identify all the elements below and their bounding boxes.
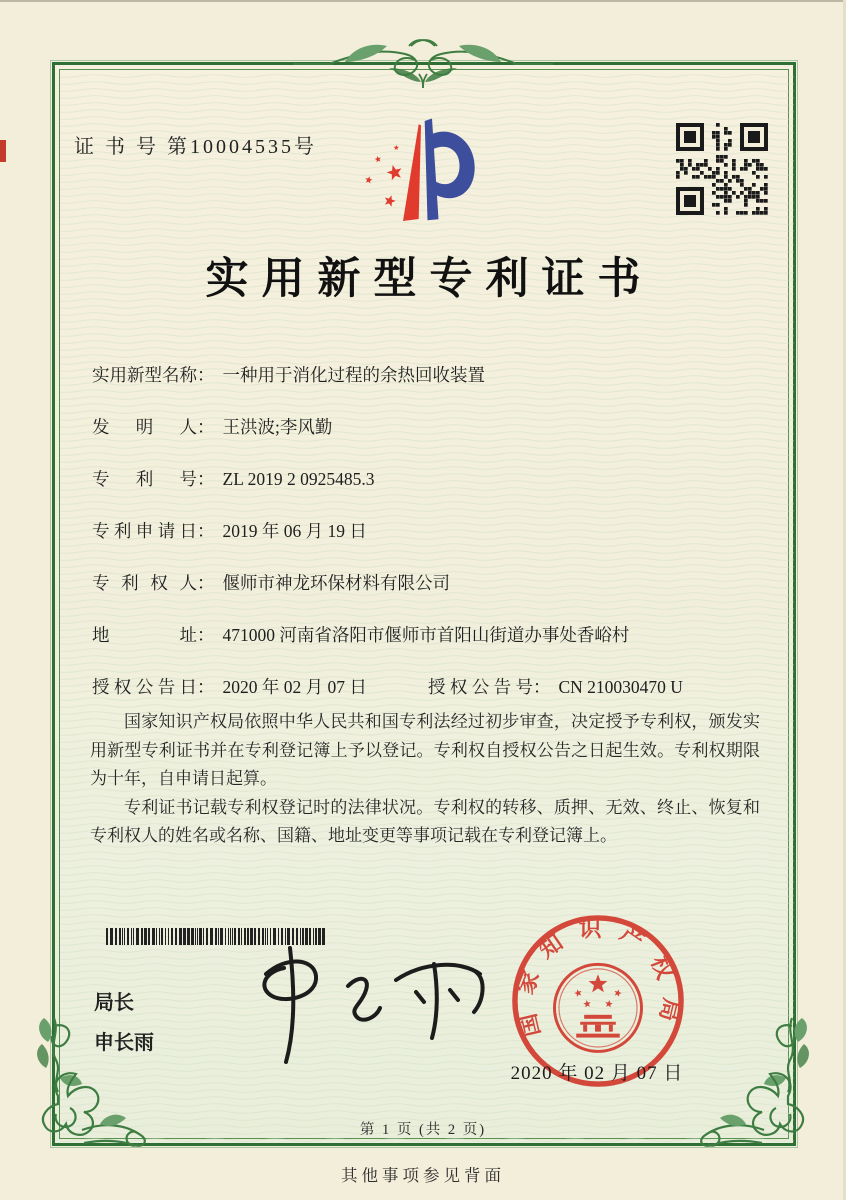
footer-note: 其他事项参见背面 (341, 1166, 505, 1185)
scan-edge (0, 0, 846, 2)
seal-national-emblem (554, 964, 641, 1051)
page-number: 第 1 页 (共 2 页) (359, 1122, 487, 1138)
field-label: 专利权人 (92, 573, 197, 593)
cnipa-logo-icon (356, 110, 481, 228)
field-colon: ： (197, 625, 215, 645)
field-value: 2019 年 06 月 19 日 (222, 521, 367, 541)
field-value: 王洪波;李风勤 (222, 417, 333, 437)
field-label: 专利申请日 (92, 521, 197, 541)
field-colon: ： (533, 677, 551, 697)
field-list (92, 362, 772, 726)
field-colon: ： (197, 469, 215, 489)
field-label: 发明人 (92, 417, 197, 437)
legal-paragraph: 国家知识产权局依照中华人民共和国专利法经过初步审查，决定授予专利权，颁发实用新型专利证书并在专利登记簿上予以登记。专利权自授权公告之日起生效。专利权期限为十年，自申请日起算。 (90, 712, 760, 788)
field-colon: ： (197, 573, 215, 593)
field-row (92, 466, 772, 518)
field-label: 授权公告号 (428, 677, 533, 697)
field-label: 实用新型名称 (92, 365, 197, 385)
field-colon: ： (197, 417, 215, 437)
officer-name: 申长雨 (94, 1032, 154, 1054)
field-row (92, 362, 772, 414)
field-row (92, 518, 772, 570)
legal-paragraph: 专利证书记载专利权登记时的法律状况。专利权的转移、质押、无效、终止、恢复和专利权人的姓名或名称、国籍、地址变更等事项记载在专利登记簿上。 (90, 797, 760, 845)
handwritten-signature (228, 934, 498, 1069)
field-value: 2020 年 02 月 07 日 (222, 677, 367, 697)
field-row (92, 570, 772, 622)
legal-text-block (90, 708, 760, 851)
top-flourish-ornament (293, 34, 553, 92)
red-edge-mark (0, 140, 6, 162)
field-value: CN 210030470 U (558, 677, 683, 697)
qr-code-icon (676, 123, 768, 215)
seal-date: 2020 年 02 月 07 日 (510, 1063, 684, 1084)
field-value: ZL 2019 2 0925485.3 (222, 469, 375, 489)
page-title: 实用新型专利证书 (205, 256, 654, 303)
field-label: 地址 (92, 625, 197, 645)
logo-red-wedge (403, 124, 421, 221)
field-colon: ： (197, 365, 215, 385)
field-label: 专利号 (92, 469, 197, 489)
field-colon: ： (197, 521, 215, 541)
field-value: 偃师市神龙环保材料有限公司 (222, 573, 450, 593)
logo-stars (365, 145, 401, 207)
field-row (92, 414, 772, 466)
field-pair-secondary (428, 674, 683, 699)
seal-text: 国家知识产权局 (511, 916, 685, 1040)
logo-blue-bowl (432, 132, 475, 199)
field-colon: ： (197, 677, 215, 697)
officer-title: 局长 (94, 992, 134, 1014)
field-value: 一种用于消化过程的余热回收装置 (222, 365, 485, 385)
field-label: 授权公告日 (92, 677, 197, 697)
certificate-number: 证 书 号 第10004535号 (74, 136, 317, 158)
field-row (92, 622, 772, 674)
field-value: 471000 河南省洛阳市偃师市首阳山街道办事处香峪村 (222, 625, 630, 645)
